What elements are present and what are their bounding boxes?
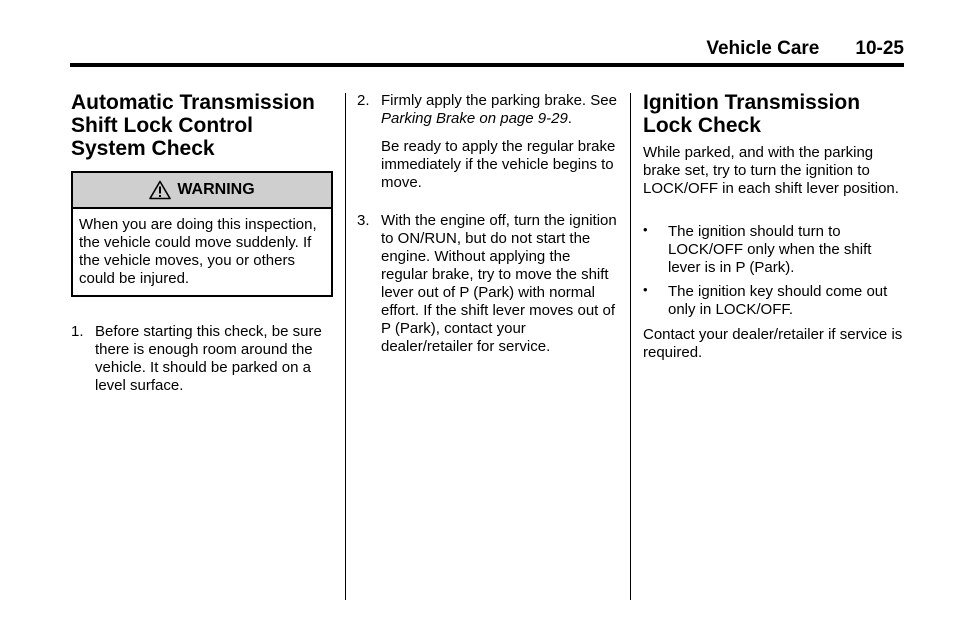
intro-paragraph: While parked, and with the parking brake set, try to turn the ignition to LOCK/OFF in each shift lever position. (643, 144, 899, 197)
warning-triangle-icon (149, 180, 171, 200)
bullet-item (643, 223, 905, 277)
section-heading: Ignition Transmission Lock Check (643, 91, 861, 137)
bullet-icon: • (643, 282, 648, 297)
step-1 (71, 323, 333, 395)
column-divider (345, 93, 346, 600)
warning-text: When you are doing this inspection, the vehicle could move suddenly. If the vehicle moves, you or others could be injured. (79, 216, 317, 287)
section-heading: Automatic Transmission Shift Lock Control System Check (71, 91, 315, 160)
bullet-text: The ignition key should come out only in LOCK/OFF. (668, 283, 888, 318)
step-text: Firmly apply the parking brake. See Parking Brake on page 9-29. (381, 92, 617, 127)
step-3 (357, 212, 619, 356)
bullet-icon: • (643, 222, 648, 237)
header-rule (70, 63, 904, 67)
step-text: Before starting this check, be sure there is enough room around the vehicle. It should be parked on a level surface. (95, 323, 322, 394)
step-text: With the engine off, turn the ignition to ON/RUN, but do not start the engine. Without applying the regular brake, try to move the shift lever out of P (Park) with normal effort. If the shift lever moves out of P (Park), contact your dealer/retailer for service. (381, 212, 617, 355)
step-number: 3. (357, 212, 370, 229)
running-header (706, 38, 904, 60)
warning-label: WARNING (177, 181, 255, 198)
section-title: Vehicle Care (706, 38, 820, 59)
warning-box (71, 171, 333, 297)
warning-header (73, 173, 331, 209)
bullet-text: The ignition should turn to LOCK/OFF only when the shift lever is in P (Park). (668, 223, 872, 276)
step-note: Be ready to apply the regular brake immediately if the vehicle begins to move. (381, 138, 616, 191)
page-number: 10-25 (855, 38, 904, 59)
cross-reference: Parking Brake on page 9-29 (381, 110, 568, 127)
column-divider (630, 93, 631, 600)
step-number: 2. (357, 92, 370, 109)
bullet-item (643, 283, 905, 319)
step-2 (357, 92, 619, 192)
closing-paragraph: Contact your dealer/retailer if service is required. (643, 326, 903, 361)
step-number: 1. (71, 323, 84, 340)
